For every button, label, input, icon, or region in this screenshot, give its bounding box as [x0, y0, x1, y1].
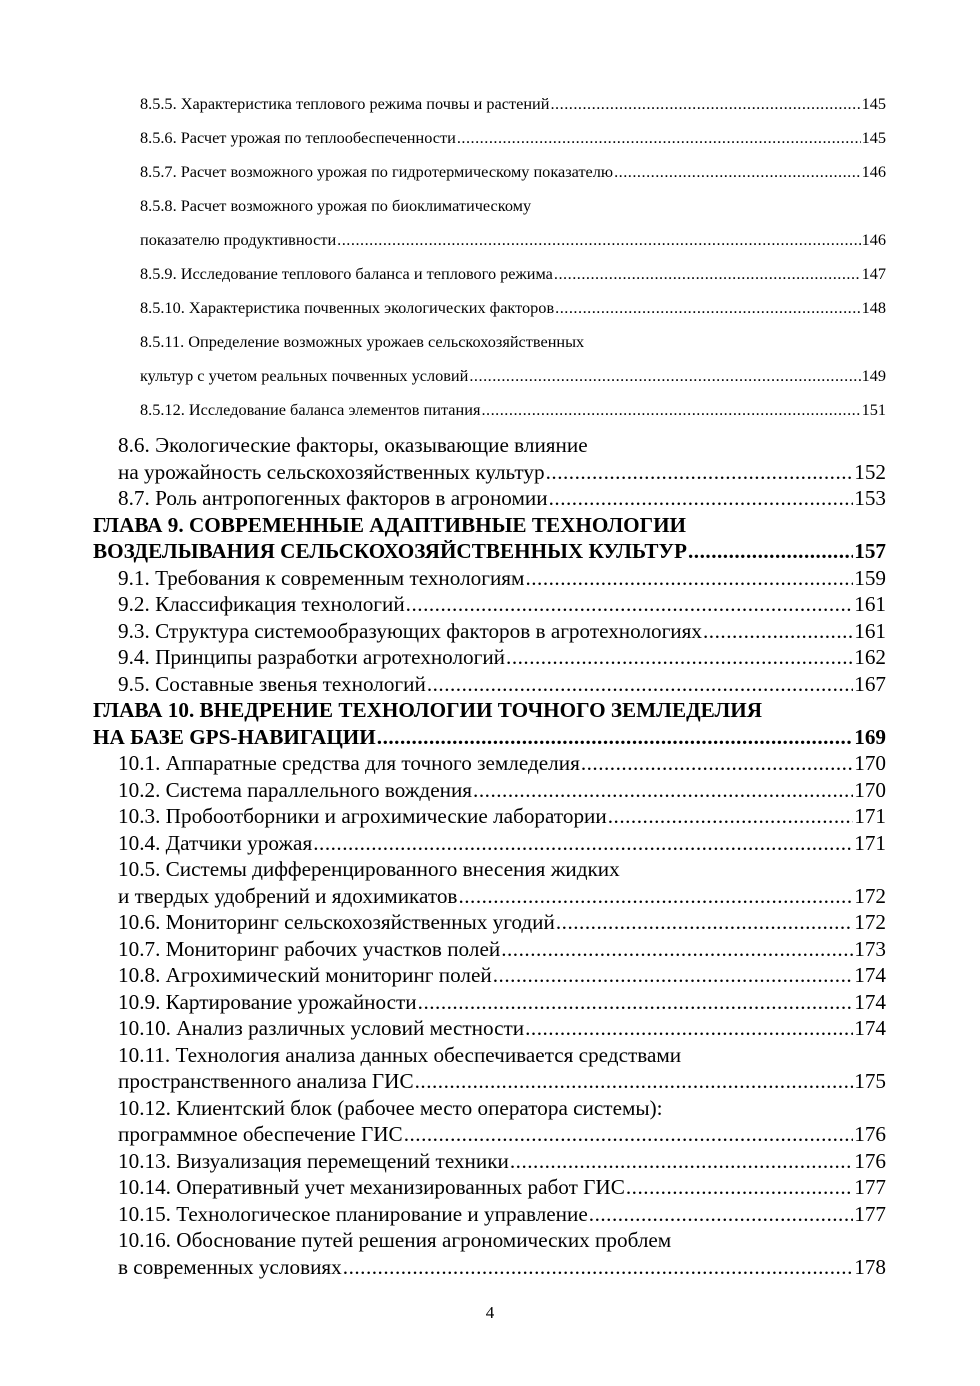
toc-entry — [118, 644, 886, 671]
toc-entry-page: 172 — [854, 910, 886, 934]
toc-entry-title: 10.1. Аппаратные средства для точного земледелия — [118, 751, 580, 775]
toc-entry — [118, 1121, 886, 1148]
toc-entry — [118, 1201, 886, 1228]
toc-entry-page: 147 — [861, 264, 886, 283]
toc-entry — [118, 1095, 886, 1122]
toc-entry-title: на урожайность сельскохозяйственных культур — [118, 459, 545, 484]
toc-entry-title: 10.6. Мониторинг сельскохозяйственных угодий — [118, 910, 555, 934]
toc-entry — [93, 512, 886, 539]
toc-entry-page: 162 — [854, 645, 886, 669]
toc-entry-title: ГЛАВА 10. ВНЕДРЕНИЕ ТЕХНОЛОГИИ ТОЧНОГО ЗЕМЛЕДЕЛИЯ — [93, 698, 763, 722]
toc-entry-title: и твердых удобрений и ядохимикатов — [118, 883, 458, 908]
toc-entry-title: 8.5.10. Характеристика почвенных экологических факторов — [140, 298, 555, 317]
dot-leader — [377, 724, 853, 751]
toc-entry-page: 170 — [854, 751, 886, 775]
toc-entry-page: 177 — [854, 1201, 886, 1226]
toc-entry-page: 175 — [854, 1069, 886, 1093]
toc-entry — [140, 155, 886, 189]
toc-entry — [140, 291, 886, 325]
dot-leader — [608, 803, 853, 830]
toc-entry — [118, 591, 886, 618]
toc-entry-title: 10.10. Анализ различных условий местности — [118, 1016, 525, 1040]
toc-entry — [118, 909, 886, 936]
toc-entry-page: 173 — [854, 936, 886, 961]
toc-entry-title: 8.5.8. Расчет возможного урожая по биоклиматическому — [140, 196, 532, 215]
toc-entry-title: 8.5.9. Исследование теплового баланса и теплового режима — [140, 264, 553, 283]
dot-leader — [626, 1174, 853, 1201]
toc-entry-page: 174 — [854, 989, 886, 1014]
toc-entry-title: программное обеспечение ГИС — [118, 1122, 403, 1146]
toc-entry — [118, 962, 886, 989]
toc-entry — [93, 697, 886, 724]
toc-entry — [118, 883, 886, 910]
toc-entry — [118, 485, 886, 512]
dot-leader — [554, 257, 861, 291]
toc-entry-title: 10.4. Датчики урожая — [118, 830, 313, 855]
toc-entry-title: 8.5.5. Характеристика теплового режима почвы и растений — [140, 94, 550, 113]
toc-entry — [118, 803, 886, 830]
dot-leader — [404, 1121, 854, 1148]
toc-entry — [118, 1174, 886, 1201]
toc-entry — [140, 393, 886, 427]
toc-entry-title: 8.6. Экологические факторы, оказывающие влияние — [118, 433, 588, 457]
toc-entry — [118, 432, 886, 459]
toc-entry — [118, 1227, 886, 1254]
dot-leader — [493, 962, 853, 989]
dot-leader — [406, 591, 854, 618]
dot-leader — [589, 1201, 853, 1228]
toc-entry-title: 8.5.7. Расчет возможного урожая по гидротермическому показателю — [140, 162, 614, 181]
toc-entry — [93, 538, 886, 565]
toc-entry — [118, 989, 886, 1016]
toc-entry-page: 161 — [854, 592, 886, 616]
toc-entry — [118, 1148, 886, 1175]
toc-entry-page: 178 — [854, 1254, 886, 1279]
toc-entry — [118, 565, 886, 592]
toc-entry-title: 10.3. Пробоотборники и агрохимические лаборатории — [118, 804, 607, 828]
dot-leader — [343, 1254, 853, 1281]
toc-entry — [140, 257, 886, 291]
dot-leader — [555, 291, 860, 325]
toc-entry-title: культур с учетом реальных почвенных условий — [140, 366, 469, 385]
toc-entry-page: 148 — [861, 298, 886, 317]
dot-leader — [415, 1068, 854, 1095]
toc-entry-title: 9.3. Структура системообразующих факторов в агротехнологиях — [118, 618, 702, 643]
dot-leader — [313, 830, 853, 857]
toc-entry — [93, 724, 886, 751]
toc-entry-title: 10.15. Технологическое планирование и управление — [118, 1201, 588, 1226]
toc-entry-title: 10.7. Мониторинг рабочих участков полей — [118, 936, 501, 961]
toc-entry-title: 9.2. Классификация технологий — [118, 592, 405, 616]
toc-entry-page: 171 — [854, 804, 886, 828]
toc-entry-page: 151 — [861, 400, 886, 419]
toc-entry — [118, 1254, 886, 1281]
toc-entry — [140, 325, 886, 359]
toc-entry-title: 8.5.11. Определение возможных урожаев сельскохозяйственных — [140, 332, 585, 351]
toc-entry-title: в современных условиях — [118, 1254, 342, 1279]
toc-entry-title: 8.5.6. Расчет урожая по теплообеспеченности — [140, 128, 456, 147]
toc-entry — [118, 671, 886, 698]
toc-entry-page: 176 — [854, 1122, 886, 1146]
toc-entry-page: 146 — [861, 162, 886, 181]
toc-entry — [118, 1015, 886, 1042]
toc-entry-page: 171 — [854, 830, 886, 855]
dot-leader — [457, 121, 861, 155]
toc-entry-page: 152 — [854, 459, 886, 484]
toc-entry-title: 10.8. Агрохимический мониторинг полей — [118, 963, 492, 987]
toc-entry-title: НА БАЗЕ GPS-НАВИГАЦИИ — [93, 724, 376, 749]
toc-entry — [118, 936, 886, 963]
dot-leader — [418, 989, 854, 1016]
toc-entry-title: 9.4. Принципы разработки агротехнологий — [118, 645, 506, 669]
toc-entry-page: 146 — [861, 230, 886, 249]
toc-entry — [118, 618, 886, 645]
toc-entry-title: ГЛАВА 9. СОВРЕМЕННЫЕ АДАПТИВНЫЕ ТЕХНОЛОГИИ — [93, 512, 687, 537]
dot-leader — [506, 644, 853, 671]
dot-leader — [481, 393, 860, 427]
toc-entry-title: 9.1. Требования к современным технологиям — [118, 565, 525, 590]
toc-entry-page: 169 — [854, 724, 886, 749]
toc-entry-title: 10.16. Обоснование путей решения агрономических проблем — [118, 1228, 672, 1252]
dot-leader — [556, 909, 853, 936]
dot-leader — [501, 936, 853, 963]
toc-entry-title: 10.5. Системы дифференцированного внесения жидких — [118, 857, 620, 881]
toc-entry — [118, 1042, 886, 1069]
toc-entry-page: 145 — [861, 128, 886, 147]
toc-entry-page: 161 — [854, 618, 886, 643]
toc-entry — [118, 856, 886, 883]
toc-entry-page: 174 — [854, 963, 886, 987]
toc-entry — [118, 830, 886, 857]
toc-entry-page: 177 — [854, 1175, 886, 1199]
toc-entry-page: 159 — [854, 565, 886, 590]
dot-leader — [469, 359, 860, 393]
toc-entry-title: 10.12. Клиентский блок (рабочее место оператора системы): — [118, 1095, 663, 1120]
toc-entry-page: 170 — [854, 777, 886, 802]
dot-leader — [473, 777, 853, 804]
dot-leader — [614, 155, 861, 189]
toc-entry-page: 157 — [854, 539, 886, 563]
page-number: 4 — [485, 1303, 495, 1322]
toc-entry — [140, 189, 886, 223]
dot-leader — [427, 671, 853, 698]
toc-entry-page: 153 — [854, 486, 886, 510]
dot-leader — [458, 883, 853, 910]
dot-leader — [703, 618, 853, 645]
dot-leader — [525, 1015, 853, 1042]
toc-entry — [140, 121, 886, 155]
dot-leader — [337, 223, 860, 257]
toc-entry — [118, 750, 886, 777]
toc-entry-page: 172 — [854, 883, 886, 908]
toc-entry-title: 9.5. Составные звенья технологий — [118, 671, 426, 696]
toc-entry-page: 174 — [854, 1016, 886, 1040]
toc-entry-title: 10.2. Система параллельного вождения — [118, 777, 473, 802]
toc-entry-title: 8.5.12. Исследование баланса элементов питания — [140, 400, 481, 419]
dot-leader — [525, 565, 853, 592]
toc-entry-title: показателю продуктивности — [140, 230, 337, 249]
dot-leader — [546, 459, 854, 486]
toc-entry-title: 10.13. Визуализация перемещений техники — [118, 1148, 509, 1173]
dot-leader — [688, 538, 853, 565]
toc-entry — [140, 223, 886, 257]
toc-entry — [118, 1068, 886, 1095]
toc-entry-title: ВОЗДЕЛЫВАНИЯ СЕЛЬСКОХОЗЯЙСТВЕННЫХ КУЛЬТУР — [93, 539, 687, 563]
toc-entry — [140, 87, 886, 121]
toc-entry — [118, 777, 886, 804]
toc-entry-title: 10.9. Картирование урожайности — [118, 989, 417, 1014]
toc-entry-page: 145 — [861, 94, 886, 113]
toc-entry-title: пространственного анализа ГИС — [118, 1069, 414, 1093]
dot-leader — [510, 1148, 853, 1175]
toc-entry-page: 167 — [854, 671, 886, 696]
toc-entry-title: 10.14. Оперативный учет механизированных работ ГИС — [118, 1175, 625, 1199]
toc-entry-page: 149 — [861, 366, 886, 385]
dot-leader — [549, 485, 854, 512]
dot-leader — [550, 87, 860, 121]
toc-entry — [140, 359, 886, 393]
dot-leader — [581, 750, 853, 777]
toc-entry — [118, 459, 886, 486]
toc-entry-title: 8.7. Роль антропогенных факторов в агрономии — [118, 486, 548, 510]
toc-entry-title: 10.11. Технология анализа данных обеспечивается средствами — [118, 1042, 682, 1067]
toc-entry-page: 176 — [854, 1148, 886, 1173]
